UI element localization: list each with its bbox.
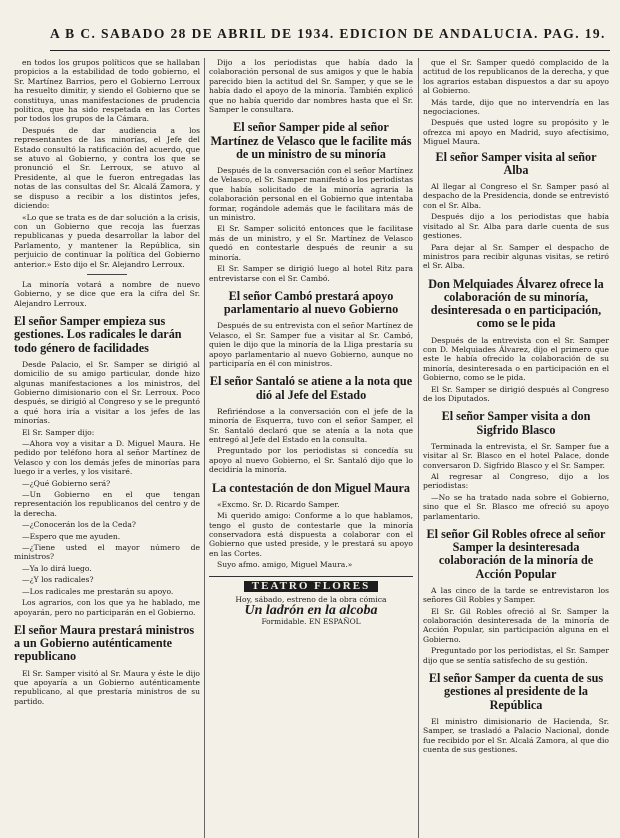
paragraph: que el Sr. Samper quedó complacido de la actitud de los republicanos de la derecha, y que los agrarios estaban dispuestos a dar su apoyo al Gobierno. — [423, 58, 609, 96]
headline-samper-gestiones: El señor Samper empieza sus gestiones. Los radicales le darán todo género de facilidades — [14, 314, 182, 355]
paragraph: Después de la entrevista con el Sr. Samper con D. Melquiades Álvarez, dijo el primero que este le había ofrecido la colaboración de su minoría, desinteresada o en participación en el Gobierno, como se le pida. — [423, 335, 609, 383]
paragraph: Después que usted logre su propósito y le ofrezca mi apoyo en Madrid, suyo afectísimo, Miguel Maura. — [423, 118, 609, 147]
paragraph: —¿Y los radicales? — [22, 575, 94, 585]
ad-theater-name: TEATRO FLORES — [244, 581, 378, 592]
paragraph: —Ahora voy a visitar a D. Miguel Maura. He pedido por teléfono hora al señor Martínez de Velasco y con los demás jefes de minorías para luego ir a verles, y los visitaré. — [14, 439, 200, 477]
paragraph: Refiriéndose a la conversación con el jefe de la minoría de Esquerra, tuvo con el señor Samper, el Sr. Santaló declaró que se atenía a la nota que entregó al Jefe del Estado en la consulta. — [209, 406, 413, 444]
paragraph: en todos los grupos políticos que se hallaban propicios a la estabilidad de todo gobierno, el Sr. Martínez Barrios, pero el Gobierno Lerroux ha resuelto dimitir, y siendo el Gobierno que se constituya, unas manifestaciones de prudencia política, que ha sido respetada en las Cortes por todos los grupos de la Cámara. — [14, 58, 200, 124]
ad-subtitle: Hoy, sábado, estreno de la obra cómica — [235, 595, 387, 605]
paragraph: Al regresar al Congreso, dijo a los periodistas: — [423, 472, 609, 491]
headline-santalo: El señor Santaló se atiene a la nota que dió al Jefe del Estado — [209, 374, 413, 402]
paragraph: —No se ha tratado nada sobre el Gobierno, sino que el Sr. Blasco me ofreció su apoyo parlamentario. — [423, 492, 609, 521]
paragraph: Para dejar al Sr. Samper el despacho de ministros para recibir algunas visitas, se retiró el Sr. Alba. — [423, 242, 609, 271]
paragraph: «Excmo. Sr. D. Ricardo Samper. — [217, 499, 340, 509]
paragraph: A las cinco de la tarde se entrevistaron los señores Gil Robles y Samper. — [423, 585, 609, 605]
paragraph: Después de dar audiencia a los representantes de las minorías, el Jefe del Estado consultó la ratificación del acuerdo, que se atuvo al Gobierno, y contra los que se pronunció el Sr. Lerroux, se atuvo al Presidente, al que le fueron entregadas las notas de las consultas del Sr. Alcalá Zamora, y se dispuso a recibir a los distintos jefes, diciendo: — [14, 125, 200, 211]
paragraph: Mi querido amigo: Conforme a lo que hablamos, tengo el gusto de contestarle que la minoría conservadora está dispuesta a colaborar con el Gobierno que usted preside, y le prestará su apoyo en las Cortes. — [209, 511, 413, 558]
paragraph: —¿Qué Gobierno será? — [22, 478, 111, 488]
paragraph: El Sr. Samper dijo: — [22, 427, 95, 437]
column-2 — [209, 58, 413, 838]
headline-presidente-republica: El señor Samper da cuenta de sus gestiones al presidente de la República — [428, 671, 604, 712]
paragraph: Al llegar al Congreso el Sr. Samper pasó al despacho de la Presidencia, donde se entrevistó con el Sr. Alba. — [423, 182, 609, 210]
paragraph: —Un Gobierno en el que tengan representación los republicanos del centro y de la derecha. — [14, 490, 200, 518]
paragraph: —¿Tiene usted el mayor número de ministros? — [14, 543, 200, 562]
paragraph: —Los radicales me prestarán su apoyo. — [22, 586, 174, 596]
paragraph: El Sr. Samper se dirigió después al Congreso de los Diputados. — [423, 384, 609, 403]
paragraph: —Espero que me ayuden. — [22, 531, 121, 541]
paragraph: —¿Conocerán los de la Ceda? — [22, 520, 136, 530]
paragraph: El Sr. Gil Robles ofreció al Sr. Samper la colaboración desinteresada de la minoría de Acción Popular, sin participación alguna en el Gobierno. — [423, 606, 609, 644]
paragraph: Después dijo a los periodistas que había visitado al Sr. Alba para darle cuenta de sus gestiones. — [423, 212, 609, 241]
paragraph: Suyo afmo. amigo, Miguel Maura.» — [217, 560, 353, 570]
divider — [87, 274, 127, 275]
page-header: A B C. SABADO 28 DE ABRIL DE 1934. EDICION DE ANDALUCIA. PAG. 19. — [50, 22, 610, 51]
paragraph: La minoría votará a nombre de nuevo Gobierno, y se dice que era la cifra del Sr. Alejandro Lerroux. — [14, 279, 200, 308]
column-divider — [204, 58, 205, 838]
ad-footer: Formidable. EN ESPAÑOL — [261, 616, 361, 626]
headline-alba: El señor Samper visita al señor Alba — [435, 149, 597, 177]
headline-cambo: El señor Cambó prestará apoyo parlamentario al nuevo Gobierno — [223, 288, 399, 317]
headline-contestacion-maura: La contestación de don Miguel Maura — [211, 480, 411, 495]
headline-sigfrido-blasco: El señor Samper visita a don Sigfrido Blasco — [441, 409, 591, 437]
headline-maura-ministros: El señor Maura prestará ministros a un Gobierno auténticamente republicano — [14, 622, 195, 664]
paragraph: «Lo que se trata es de dar solución a la crisis, con un Gobierno que recoja las fuerzas republicanas y pueda desarrollar la labor del Parlamento, y mantener la República, sin perjuicio de continuar la política del Gobierno anterior.» Esto dijo el Sr. Alejandro Lerroux. — [14, 212, 200, 269]
paragraph: El Sr. Samper solicitó entonces que le facilitase más de un ministro, y el Sr. Martínez de Velasco quedó en contestarle después de reunir a su minoría. — [209, 224, 413, 262]
paragraph: Terminada la entrevista, el Sr. Samper fue a visitar al Sr. Blasco en el hotel Palace, donde conversaron D. Sigfrido Blasco y el Sr. Samper. — [423, 441, 609, 470]
paragraph: —Ya lo dirá luego. — [22, 563, 92, 573]
headline-melquiades-alvarez: Don Melquiades Álvarez ofrece la colaboración de su minoría, desinteresada o en participación, como se le pida — [428, 276, 604, 331]
theater-advertisement — [209, 576, 413, 627]
paragraph: Después de la conversación con el señor Martínez de Velasco, el Sr. Samper manifestó a los periodistas que había solicitado de la minoría agraria la colaboración personal en el Gobierno que intentaba formar, rogándole además que le facilitara más de un ministro. — [209, 166, 413, 223]
paragraph: Más tarde, dijo que no intervendría en las negociaciones. — [423, 97, 609, 117]
paragraph: Desde Palacio, el Sr. Samper se dirigió al domicilio de su amigo particular, donde hizo algunas manifestaciones a los ministros, del Gobierno dimisionario con el Sr. Lerroux. Poco después, se dirigió al Congreso y se le preguntó a qué hora iría a visitar a los jefes de las minorías. — [14, 359, 200, 426]
paragraph: Dijo a los periodistas que había dado la colaboración personal de sus amigos y que le había parecido bien la actitud del Sr. Samper, y que se le había dado el apoyo de la minoría. También explicó que no había querido dar nombres hasta que el Sr. Samper le consultara. — [209, 58, 413, 115]
paragraph: El Sr. Samper visitó al Sr. Maura y éste le dijo que apoyaría a un Gobierno auténticamente republicano, al que prestaría ministros de su partido. — [14, 668, 200, 706]
column-3 — [423, 58, 609, 838]
paragraph: Preguntado por los periodistas si concedía su apoyo al nuevo Gobierno, el Sr. Santaló dijo que lo decidiría la minoría. — [209, 446, 413, 475]
headline-martinez-velasco: El señor Samper pide al señor Martínez de Velasco que le facilite más de un ministro de su minoría — [210, 120, 412, 161]
paragraph: El Sr. Samper se dirigió luego al hotel Ritz para entrevistarse con el Sr. Cambó. — [209, 264, 413, 283]
ad-play-title: Un ladrón en la alcoba — [244, 603, 378, 619]
column-divider — [418, 58, 419, 838]
column-1 — [14, 58, 200, 838]
paragraph: El ministro dimisionario de Hacienda, Sr. Samper, se trasladó a Palacio Nacional, donde fue recibido por el Sr. Alcalá Zamora, al que dio cuenta de sus gestiones. — [423, 716, 609, 754]
paragraph: Después de su entrevista con el señor Martínez de Velasco, el Sr. Samper fue a visitar al Sr. Cambó, quien le dijo que la minoría de la Lliga prestaría su apoyo parlamentario al nuevo Gobierno, aunque no participaría en él con ministros. — [209, 321, 413, 368]
headline-gil-robles: El señor Gil Robles ofrece al señor Samper la desinteresada colaboración de la minoría de Acción Popular — [426, 527, 606, 581]
paragraph: Preguntado por los periodistas, el Sr. Samper dijo que se sentía satisfecho de su gestión. — [423, 646, 609, 665]
paragraph: Los agrarios, con los que ya he hablado, me apoyarán, pero no participarán en el Gobierno. — [14, 598, 200, 617]
